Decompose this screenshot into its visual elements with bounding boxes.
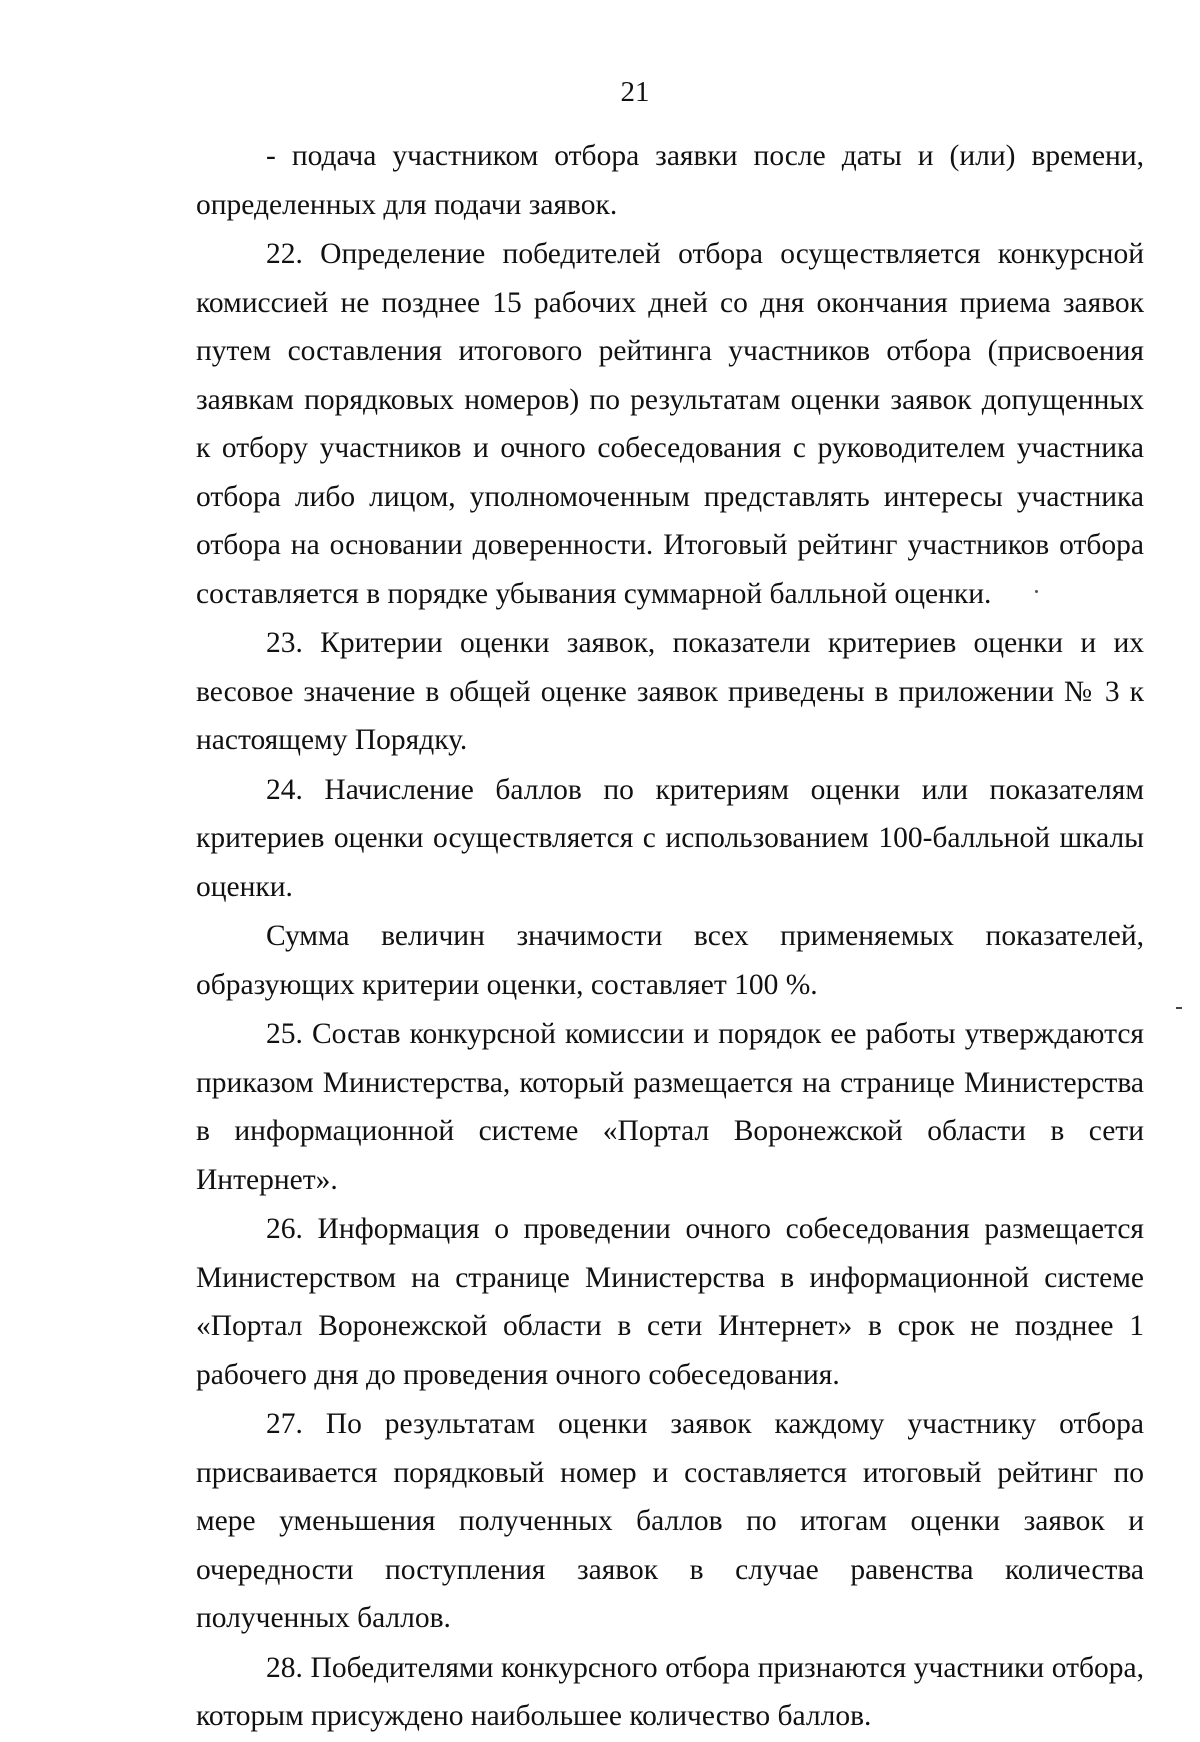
paragraph-24-sum: Сумма величин значимости всех применяемых показателей, образующих критерии оценки, составляет 100 %. — [196, 920, 1144, 1001]
paragraph-26: 26. Информация о проведении очного собеседования размещается Министерством на странице Министерства в информационной системе «Портал Воронежской области в сети Интернет» в срок не позднее 1 рабочего дня до проведения очного собеседования. — [196, 1213, 1144, 1391]
paragraph-28: 28. Победителями конкурсного отбора признаются участники отбора, которым присуждено наибольшее количество баллов. — [196, 1651, 1144, 1732]
page-number: 21 — [620, 76, 650, 108]
paragraph-24: 24. Начисление баллов по критериям оценки или показателям критериев оценки осуществляется с использованием 100-балльной шкалы оценки. — [196, 773, 1144, 903]
paragraph-22: 22. Определение победителей отбора осуществляется конкурсной комиссией не позднее 15 рабочих дней со дня окончания приема заявок путем составления итогового рейтинга участников отбора (присвоения заявкам порядковых номеров) по результатам оценки заявок допущенных к отбору участников и очного собеседования с руководителем участника отбора либо лицом, уполномоченным представлять интересы участника отбора на основании доверенности. Итоговый рейтинг участников отбора составляется в порядке убывания суммарной балльной оценки. — [196, 238, 1144, 610]
document-body — [196, 132, 1144, 1742]
paragraph-25: 25. Состав конкурсной комиссии и порядок ее работы утверждаются приказом Министерства, который размещается на странице Министерства в информационной системе «Портал Воронежской области в сети Интернет». — [196, 1018, 1144, 1196]
scan-speck — [1035, 590, 1038, 593]
paragraph-late-submission: - подача участником отбора заявки после даты и (или) времени, определенных для подачи заявок. — [196, 140, 1144, 221]
paragraph-23: 23. Критерии оценки заявок, показатели критериев оценки и их весовое значение в общей оценке заявок приведены в приложении № 3 к настоящему Порядку. — [196, 627, 1144, 756]
paragraph-27: 27. По результатам оценки заявок каждому участнику отбора присваивается порядковый номер и составляется итоговый рейтинг по мере уменьшения полученных баллов по итогам оценки заявок и очередности поступления заявок в случае равенства количества полученных баллов. — [196, 1408, 1144, 1634]
scan-margin-mark — [1176, 1007, 1182, 1009]
